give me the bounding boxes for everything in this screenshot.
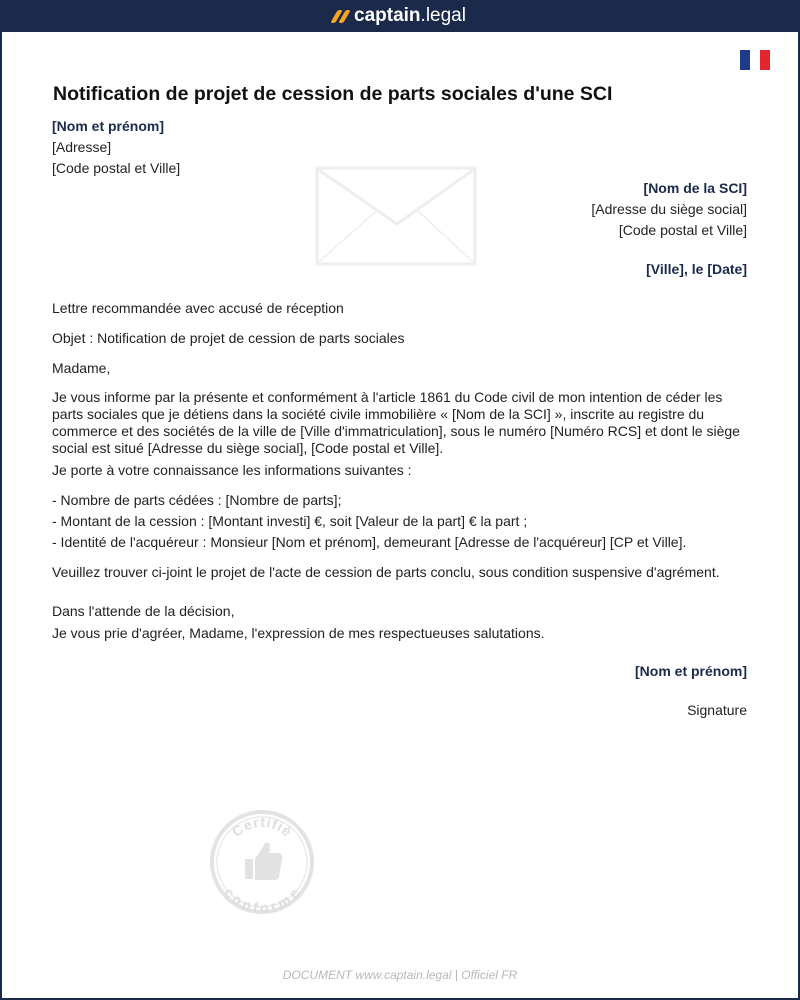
envelope-watermark-icon — [315, 166, 479, 266]
list-item-buyer: - Identité de l'acquéreur : Monsieur [Nom et prénom], demeurant [Adresse de l'acquéreur] [CP et Ville]. — [52, 534, 687, 550]
sender-city: [Code postal et Ville] — [52, 160, 181, 176]
subject-line: Objet : Notification de projet de cession de parts sociales — [52, 330, 405, 346]
recipient-name: [Nom de la SCI] — [643, 180, 747, 196]
body-intro-paragraph: Je vous informe par la présente et conformément à l'article 1861 du Code civil de mon intention de céder les parts sociales que je détiens dans la société civile immobilière « [Nom de la SCI] », inscrite au registre du commerce et des sociétés de la ville de [Ville d'immatriculation], sous le numéro [Numéro RCS] et dont le siège social est situé [Adresse du siège social], [Code postal et Ville]. — [52, 389, 740, 456]
france-flag-icon[interactable] — [740, 50, 770, 70]
stamp-top-text: Certifié — [228, 813, 296, 840]
closing-paragraph: Je vous prie d'agréer, Madame, l'expression de mes respectueuses salutations. — [52, 625, 545, 641]
signer-name: [Nom et prénom] — [635, 663, 747, 679]
document-title: Notification de projet de cession de parts sociales d'une SCI — [53, 83, 613, 105]
stamp-bottom-text: conforme — [221, 884, 303, 916]
list-item-amount: - Montant de la cession : [Montant investi] €, soit [Valeur de la part] € la part ; — [52, 513, 528, 529]
place-date: [Ville], le [Date] — [646, 261, 747, 277]
captain-legal-logo[interactable] — [334, 5, 466, 27]
logo-brand-name: captain — [354, 5, 421, 26]
logo-slashes-icon — [334, 10, 350, 23]
waiting-paragraph: Dans l'attende de la décision, — [52, 603, 235, 619]
list-item-parts: - Nombre de parts cédées : [Nombre de parts]; — [52, 492, 342, 508]
document-footer: DOCUMENT www.captain.legal | Officiel FR — [282, 968, 518, 982]
top-bar — [0, 0, 800, 32]
svg-text:conforme — [221, 884, 303, 915]
recipient-city: [Code postal et Ville] — [618, 222, 747, 238]
signature-label: Signature — [687, 702, 747, 718]
document-page — [2, 32, 798, 998]
thumbs-up-icon — [245, 843, 282, 881]
logo-tld: .legal — [420, 5, 466, 26]
delivery-mode: Lettre recommandée avec accusé de réception — [52, 300, 344, 316]
recipient-address: [Adresse du siège social] — [591, 201, 747, 217]
sender-name: [Nom et prénom] — [52, 118, 164, 134]
salutation: Madame, — [52, 360, 111, 376]
attachment-paragraph: Veuillez trouver ci-joint le projet de l'acte de cession de parts conclu, sous condition suspensive d'agrément. — [52, 564, 720, 580]
body-info-paragraph: Je porte à votre connaissance les informations suivantes : — [52, 462, 412, 478]
sender-address: [Adresse] — [52, 139, 112, 155]
certified-stamp — [207, 807, 317, 917]
